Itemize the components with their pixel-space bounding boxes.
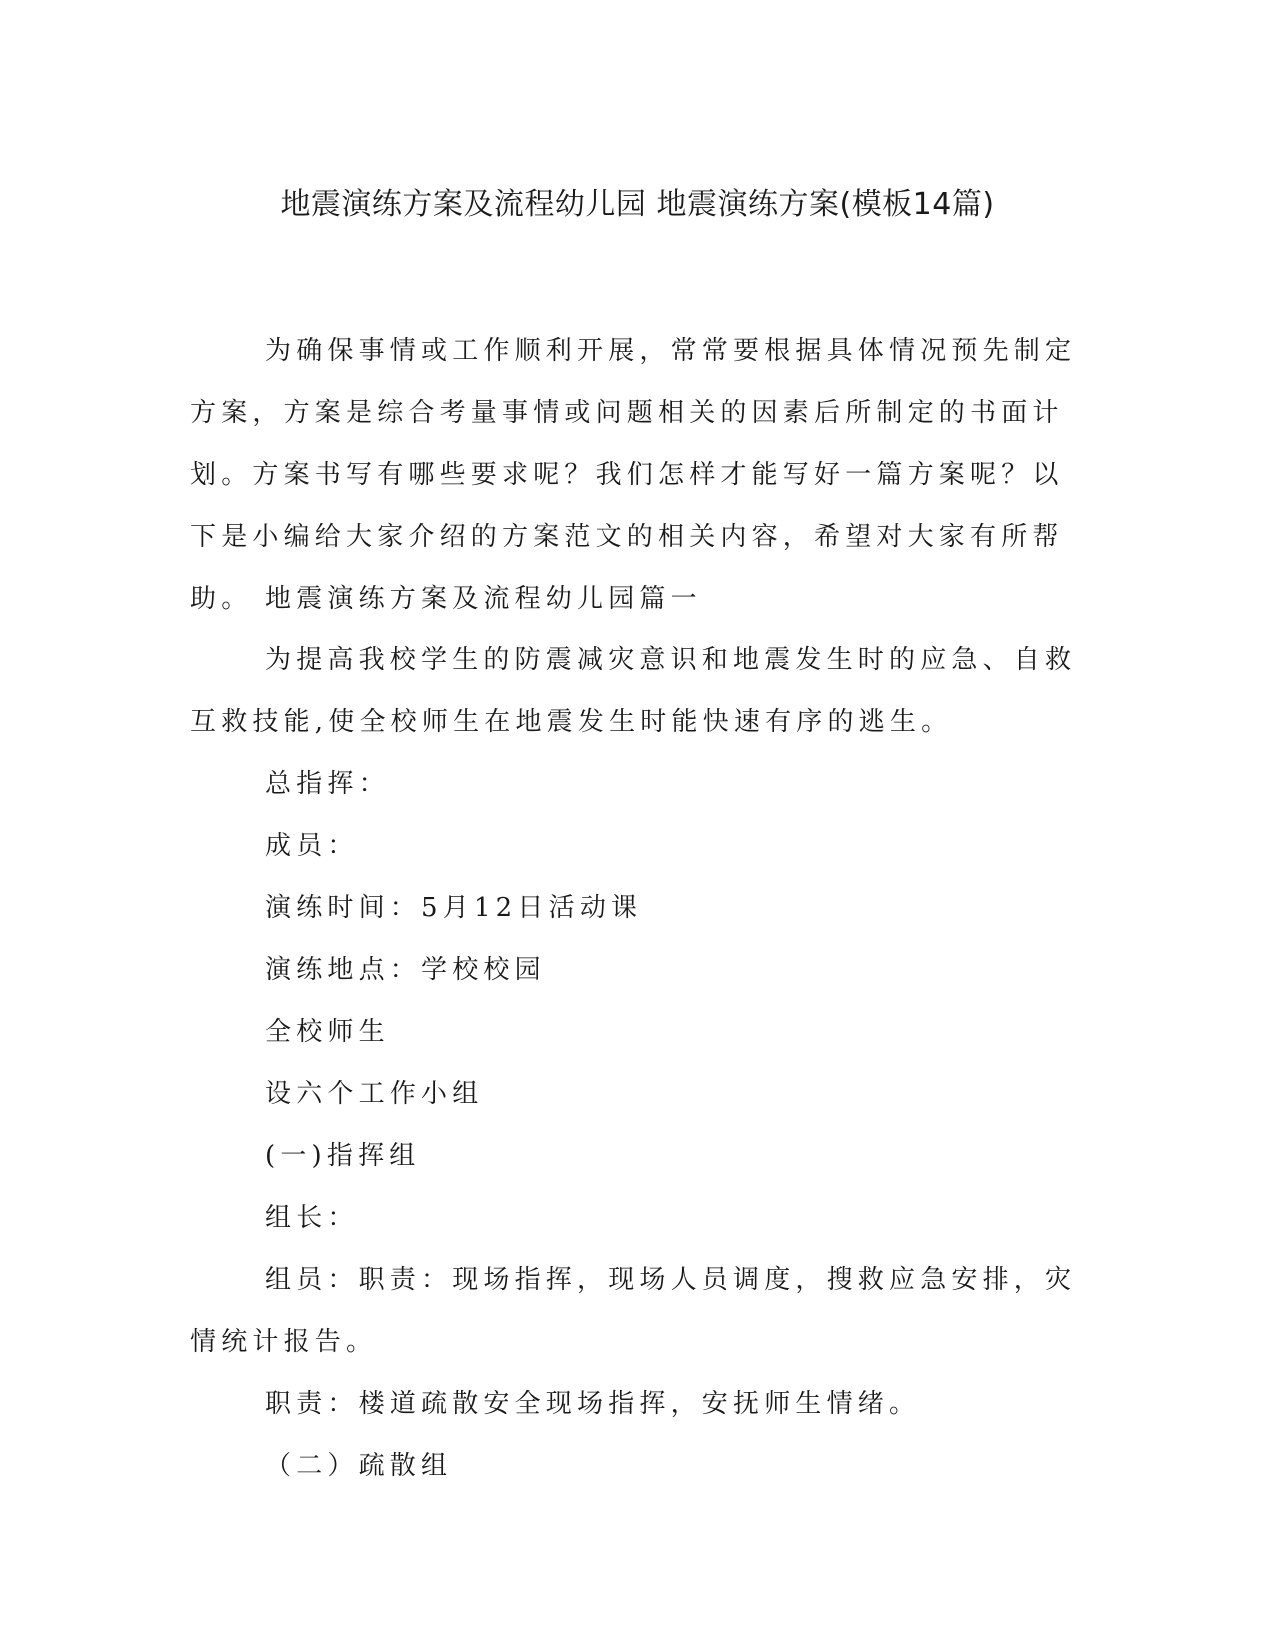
participants-line: 全校师生	[265, 1017, 390, 1047]
group-leader-line: 组长：	[265, 1203, 359, 1233]
group-two-heading: （二）疏散组	[265, 1451, 453, 1481]
group-members-duty-paragraph: 组员：职责：现场指挥，现场人员调度，搜救应急安排，灾情统计报告。	[190, 1265, 1077, 1357]
commander-line: 总指挥：	[265, 769, 390, 799]
duty-line: 职责：楼道疏散安全现场指挥，安抚师生情绪。	[265, 1389, 921, 1419]
groups-setup-line: 设六个工作小组	[265, 1079, 484, 1109]
members-line: 成员：	[265, 831, 359, 861]
section-heading: 地震演练方案及流程幼儿园篇一	[265, 584, 702, 614]
drill-time-line: 演练时间：5月12日活动课	[265, 893, 643, 923]
intro-paragraph: 为确保事情或工作顺利开展，常常要根据具体情况预先制定方案，方案是综合考量事情或问题相关的因素后所制定的书面计划。方案书写有哪些要求呢？我们怎样才能写好一篇方案呢？以下是小编给大家介绍的方案范文的相关内容，希望对大家有所帮助。	[190, 336, 1077, 614]
document-title: 地震演练方案及流程幼儿园 地震演练方案(模板14篇)	[280, 187, 995, 222]
purpose-paragraph: 为提高我校学生的防震减灾意识和地震发生时的应急、自救互救技能,使全校师生在地震发生时能快速有序的逃生。	[190, 645, 1077, 737]
group-one-heading: (一)指挥组	[265, 1141, 421, 1171]
drill-location-line: 演练地点：学校校园	[265, 955, 546, 985]
